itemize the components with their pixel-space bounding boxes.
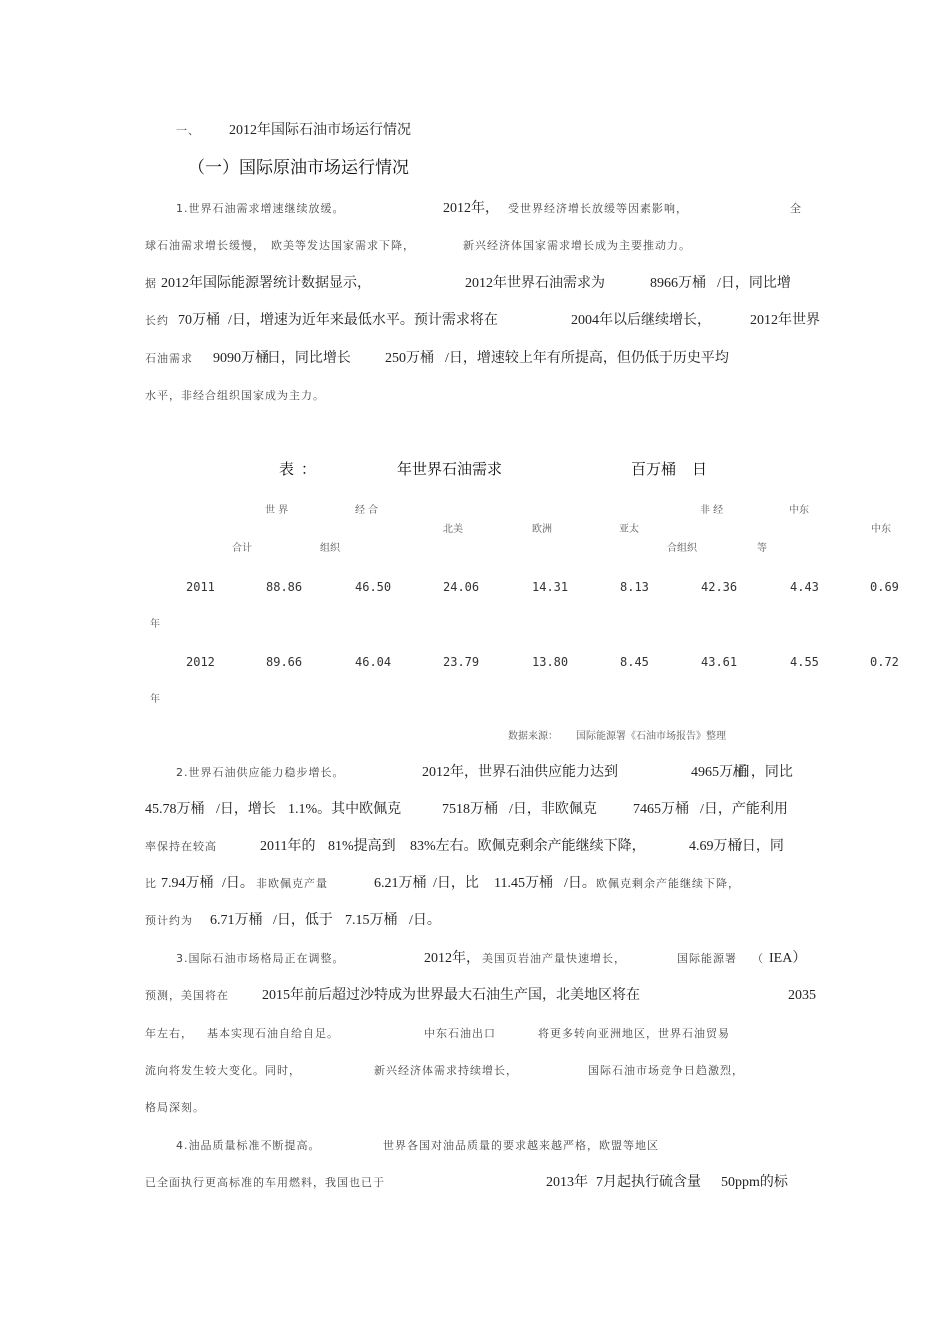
p3-line4-c: 国际石油市场竞争日趋激烈， [588,1064,744,1077]
p3-line1-c: 美国页岩油产量快速增长， [482,952,626,965]
p2-line1-b: 2012年，世界石油供应能力达到 [422,765,618,780]
p1-line4-b: 70万桶 [178,313,220,328]
cell: 89.66 [266,655,303,669]
p2-line4-g: 11.45万桶 [494,876,553,891]
p1-line1-b: 2012年， [443,201,499,216]
p2-line3-d: 83%左右。欧佩克剩余产能继续下降， [410,839,646,854]
p2-line2-b: /日，增长 [216,802,276,817]
p1-line4-c: /日，增速为近年来最低水平。预计需求将在 [228,313,498,328]
p3-line3-a: 年左右， [145,1027,193,1040]
p2-line2-d: 7518万桶 [442,802,498,817]
table-caption-b: ： [301,460,317,478]
p2-line1-a: 2.世界石油供应能力稳步增长。 [176,766,345,779]
table-header-mid-1: 北美 [443,524,463,535]
p4-line1-b: 世界各国对油品质量的要求越来越严格，欧盟等地区 [383,1139,659,1152]
table-header-bot-3: 合组织 [667,543,697,554]
row-suffix: 年 [150,694,160,705]
p2-line3-f: /日，同 [738,839,784,854]
p2-line4-i: 欧佩克剩余产能继续下降， [596,877,740,890]
table-header-mid-4: 中东 [871,524,891,535]
p2-line2-a: 45.78万桶 [145,802,205,817]
cell: 42.36 [701,580,738,594]
p2-line4-d: 非欧佩克产量 [256,877,328,890]
p2-line3-e: 4.69万桶 [689,839,742,854]
p1-line2-c: 新兴经济体国家需求增长成为主要推动力。 [463,239,691,252]
cell: 23.79 [443,655,480,669]
p1-line5-c: /日，同比增长 [263,351,351,366]
p2-line5-b: 6.71万桶 [210,913,263,928]
p3-line1-e: （ [752,952,764,965]
p2-line3-c: 81%提高到 [328,839,396,854]
cell: 24.06 [443,580,480,594]
p2-line4-e: 6.21万桶 [374,876,427,891]
p1-line1-c: 受世界经济增长放缓等因素影响， [508,202,688,215]
p1-line1-a: 1.世界石油需求增速继续放缓。 [176,202,345,215]
table-caption-a: 表 [279,460,295,478]
p1-line2-a: 球石油需求增长缓慢， [145,239,265,252]
p1-line5-b: 9090万桶 [213,351,269,366]
cell: 8.13 [620,580,649,594]
p2-line4-h: /日。 [564,876,596,891]
p1-line3-a: 据 [145,277,157,290]
p3-line4-a: 流向将发生较大变化。同时， [145,1064,301,1077]
table-header-bot-1: 合计 [232,543,252,554]
p4-line2-b: 2013年 [546,1175,588,1190]
p1-line5-a: 石油需求 [145,352,193,365]
p2-line3-b: 2011年的 [260,839,316,854]
row-year: 2011 [186,580,215,594]
p1-line4-e: 2012年世界 [750,313,820,328]
p2-line5-d: 7.15万桶 [345,913,398,928]
p4-line2-d: 50ppm的标 [721,1175,788,1190]
cell: 0.72 [870,655,899,669]
p1-line5-d: 250万桶 [385,351,434,366]
table-header-bot-2: 组织 [320,543,340,554]
p2-line4-b: 7.94万桶 [161,876,214,891]
table-caption-e: 日 [692,460,708,478]
p3-line1-a: 3.国际石油市场格局正在调整。 [176,952,345,965]
p3-line2-c: 2035 [788,988,816,1003]
p3-line1-f: IEA） [769,951,807,966]
cell: 43.61 [701,655,738,669]
p3-line3-d: 将更多转向亚洲地区，世界石油贸易 [538,1027,730,1040]
p1-line3-e: /日，同比增 [717,276,791,291]
p3-line1-d: 国际能源署 [677,952,737,965]
p2-line5-e: /日。 [409,913,441,928]
p2-line4-c: /日。 [222,876,254,891]
cell: 46.04 [355,655,392,669]
p2-line2-e: /日，非欧佩克 [509,802,597,817]
p1-line3-d: 8966万桶 [650,276,706,291]
p1-line4-d: 2004年以后继续增长， [571,313,711,328]
p1-line3-c: 2012年世界石油需求为 [465,276,605,291]
p4-line1-a: 4.油品质量标准不断提高。 [176,1139,321,1152]
table-header-bot-4: 等 [757,543,767,554]
p2-line5-a: 预计约为 [145,914,193,927]
p1-line1-d: 全 [790,202,802,215]
p2-line2-g: /日，产能利用 [700,802,788,817]
table-header-mid-2: 欧洲 [532,524,552,535]
p2-line2-f: 7465万桶 [633,802,689,817]
cell: 8.45 [620,655,649,669]
table-source-text: 国际能源署《石油市场报告》整理 [576,731,726,742]
p3-line2-b: 2015年前后超过沙特成为世界最大石油生产国，北美地区将在 [262,988,640,1003]
p1-line5-e: /日，增速较上年有所提高，但仍低于历史平均 [445,351,729,366]
table-header-top-2: 经 合 [355,505,379,516]
row-year: 2012 [186,655,215,669]
heading1-title: 2012年国际石油市场运行情况 [229,123,411,138]
p4-line2-a: 已全面执行更高标准的车用燃料，我国也已于 [145,1176,385,1189]
cell: 14.31 [532,580,569,594]
cell: 4.55 [790,655,819,669]
table-header-top-1: 世 界 [265,505,289,516]
p2-line5-c: /日，低于 [273,913,333,928]
p3-line3-c: 中东石油出口 [424,1027,496,1040]
table-header-mid-3: 亚太 [619,524,639,535]
p3-line2-a: 预测，美国将在 [145,989,229,1002]
p1-line3-b: 2012年国际能源署统计数据显示， [161,276,371,291]
section-heading: （一）国际原油市场运行情况 [188,158,409,178]
table-header-top-3: 非 经 [700,505,724,516]
p1-line6: 水平，非经合组织国家成为主力。 [145,389,325,402]
cell: 46.50 [355,580,392,594]
p2-line4-f: /日，比 [433,876,479,891]
table-caption-c: 年世界石油需求 [397,460,503,478]
p2-line4-a: 比 [145,877,157,890]
p2-line1-c: 4965万桶 [691,765,747,780]
cell: 13.80 [532,655,569,669]
p3-line3-b: 基本实现石油自给自足。 [207,1027,339,1040]
cell: 0.69 [870,580,899,594]
p2-line1-d: /日，同比 [733,765,793,780]
p2-line3-a: 率保持在较高 [145,840,217,853]
p1-line4-a: 长约 [145,314,169,327]
p2-line2-c: 1.1%。其中欧佩克 [288,802,402,817]
table-source-label: 数据来源： [508,731,558,742]
table-caption-d: 百万桶 [631,460,677,478]
p3-line5: 格局深刻。 [145,1101,205,1114]
p4-line2-c: 7月起执行硫含量 [596,1175,701,1190]
row-suffix: 年 [150,619,160,630]
p3-line1-b: 2012年， [424,951,480,966]
p3-line4-b: 新兴经济体需求持续增长， [374,1064,518,1077]
table-header-top-4: 中东 [789,505,809,516]
cell: 4.43 [790,580,819,594]
cell: 88.86 [266,580,303,594]
heading1-prefix: 一、 [176,124,200,137]
p1-line2-b: 欧美等发达国家需求下降， [271,239,415,252]
